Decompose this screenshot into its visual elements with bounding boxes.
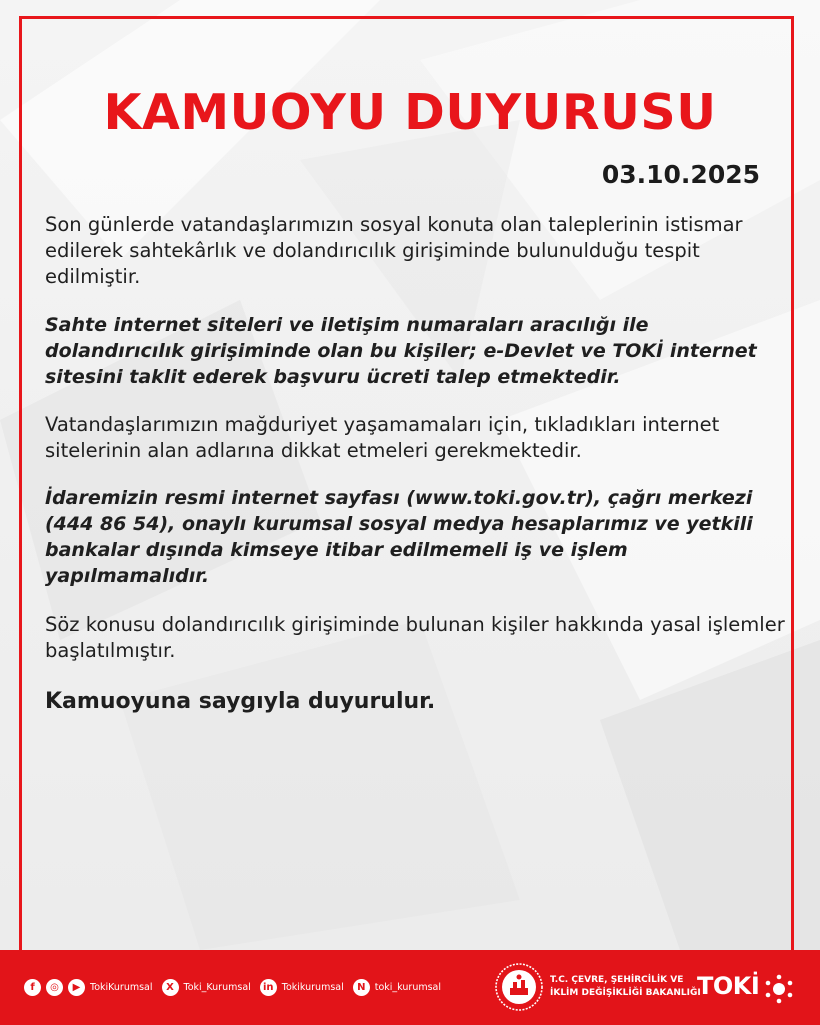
nsosyal-icon[interactable]: N	[353, 979, 370, 996]
ministry-emblem-icon	[494, 962, 544, 1012]
linkedin-icon[interactable]: in	[260, 979, 277, 996]
facebook-icon[interactable]: f	[24, 979, 41, 996]
paragraph-official-channels: İdaremizin resmi internet sayfası (www.toki.gov.tr), çağrı merkezi (444 86 54), onaylı kurumsal sosyal medya hesaplarımız ve yetkili bankalar dışında kimseye itibar edilmemeli iş ve işlem yapılmamalıdır.	[45, 487, 753, 587]
social-links	[24, 979, 450, 996]
announcement-date: 03.10.2025	[601, 160, 760, 189]
ministry-logo	[494, 962, 701, 1012]
paragraph-intro: Son günlerde vatandaşlarımızın sosyal konuta olan taleplerinin istismar edilerek sahtekârlık ve dolandırıcılık girişiminde bulunulduğu tespit edilmiştir.	[45, 213, 743, 288]
page-title: KAMUOYU DUYURUSU	[103, 84, 717, 141]
footer-bar	[0, 950, 820, 1025]
paragraph-closing: Kamuoyuna saygıyla duyurulur.	[45, 689, 436, 714]
x-icon[interactable]: X	[162, 979, 179, 996]
paragraph-fraud-warning: Sahte internet siteleri ve iletişim numaraları aracılığı ile dolandırıcılık girişiminde olan bu kişiler; e-Devlet ve TOKİ internet sitesini taklit ederek başvuru ücreti talep etmektedir.	[45, 314, 757, 388]
youtube-icon[interactable]: ▶	[68, 979, 85, 996]
toki-logo	[697, 968, 797, 1014]
youtube-handle[interactable]: TokiKurumsal	[90, 982, 153, 993]
announcement-body	[45, 212, 790, 715]
paragraph-domain-advice: Vatandaşlarımızın mağduriyet yaşamamaları için, tıkladıkları internet sitelerinin alan adlarına dikkat etmeleri gerekmektedir.	[45, 413, 720, 462]
x-handle[interactable]: Toki_Kurumsal	[183, 982, 251, 993]
instagram-icon[interactable]: ◎	[46, 979, 63, 996]
nsosyal-handle[interactable]: toki_kurumsal	[374, 982, 441, 993]
toki-wordmark: TOKİ	[697, 972, 760, 1000]
paragraph-legal-action: Söz konusu dolandırıcılık girişiminde bulunan kişiler hakkında yasal işlemler başlatılmıştır.	[45, 613, 785, 662]
ministry-name: T.C. ÇEVRE, ŞEHİRCİLİK VE İKLİM DEĞİŞİKLİĞİ BAKANLIĞI	[550, 975, 701, 998]
toki-emblem-icon	[765, 974, 793, 1004]
linkedin-handle[interactable]: Tokikurumsal	[281, 982, 344, 993]
